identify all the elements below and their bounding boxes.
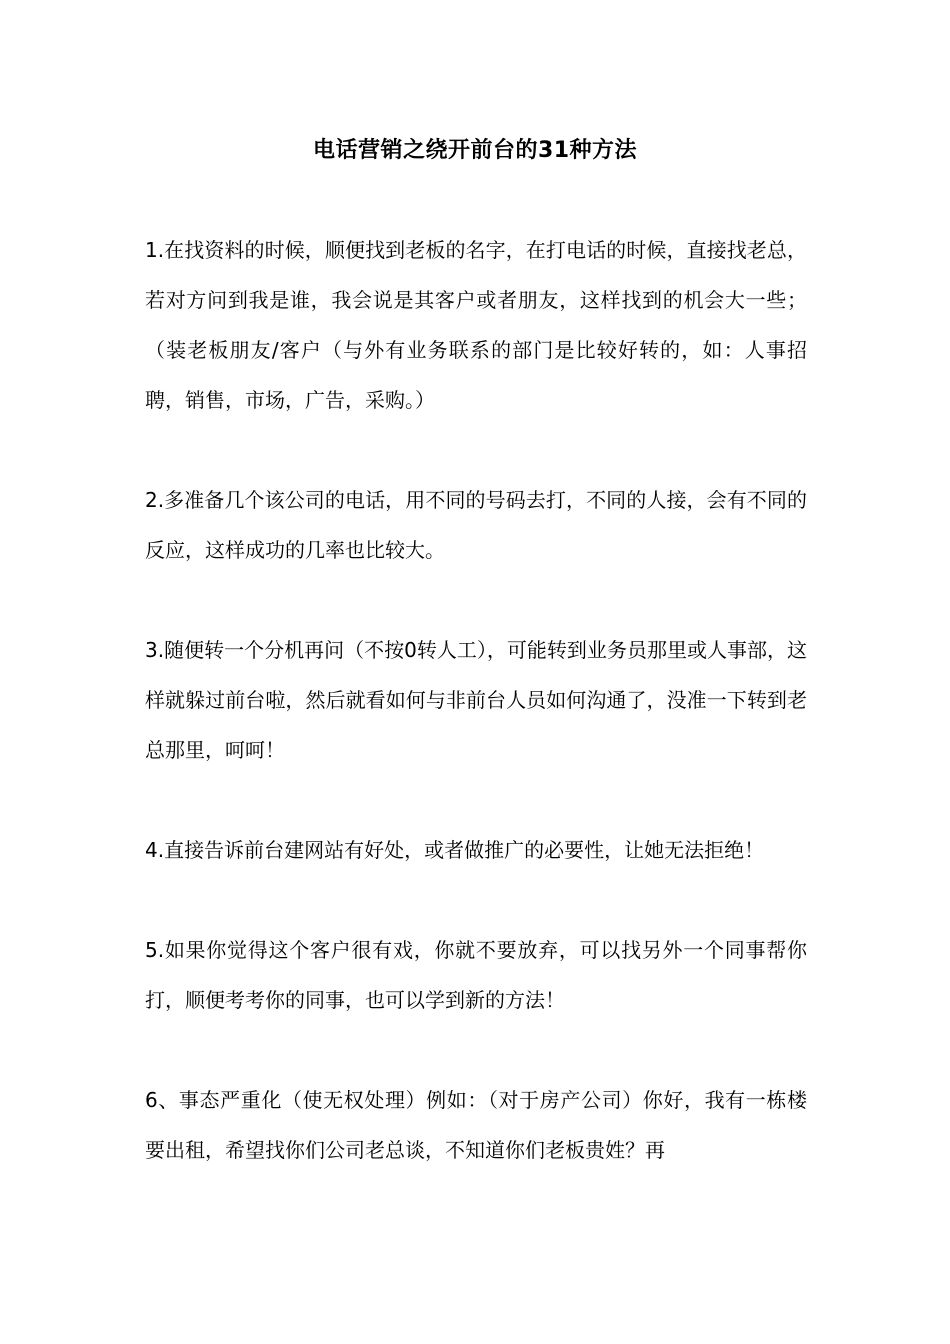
document-title: 电话营销之绕开前台的31种方法: [312, 138, 638, 163]
paragraph-5: 5.如果你觉得这个客户很有戏，你就不要放弃，可以找另外一个同事帮你打，顺便考考你的同事，也可以学到新的方法！: [145, 938, 807, 1012]
paragraph-4: 4.直接告诉前台建网站有好处，或者做推广的必要性，让她无法拒绝！: [145, 838, 765, 862]
paragraph-1: 1.在找资料的时候，顺便找到老板的名字，在打电话的时候，直接找老总，若对方问到我是谁，我会说是其客户或者朋友，这样找到的机会大一些；（装老板朋友/客户（与外有业务联系的部门是比较好转的，如：人事招聘，销售，市场，广告，采购。）: [145, 238, 807, 412]
paragraph-2: 2.多准备几个该公司的电话，用不同的号码去打，不同的人接，会有不同的反应，这样成功的几率也比较大。: [145, 488, 807, 562]
paragraph-3: 3.随便转一个分机再问（不按0转人工），可能转到业务员那里或人事部，这样就躲过前台啦，然后就看如何与非前台人员如何沟通了，没准一下转到老总那里，呵呵！: [145, 638, 807, 762]
document-body: [145, 225, 807, 1175]
paragraph-6: 6、事态严重化（使无权处理）例如：（对于房产公司）你好，我有一栋楼要出租，希望找你们公司老总谈，不知道你们老板贵姓？再: [145, 1088, 807, 1162]
